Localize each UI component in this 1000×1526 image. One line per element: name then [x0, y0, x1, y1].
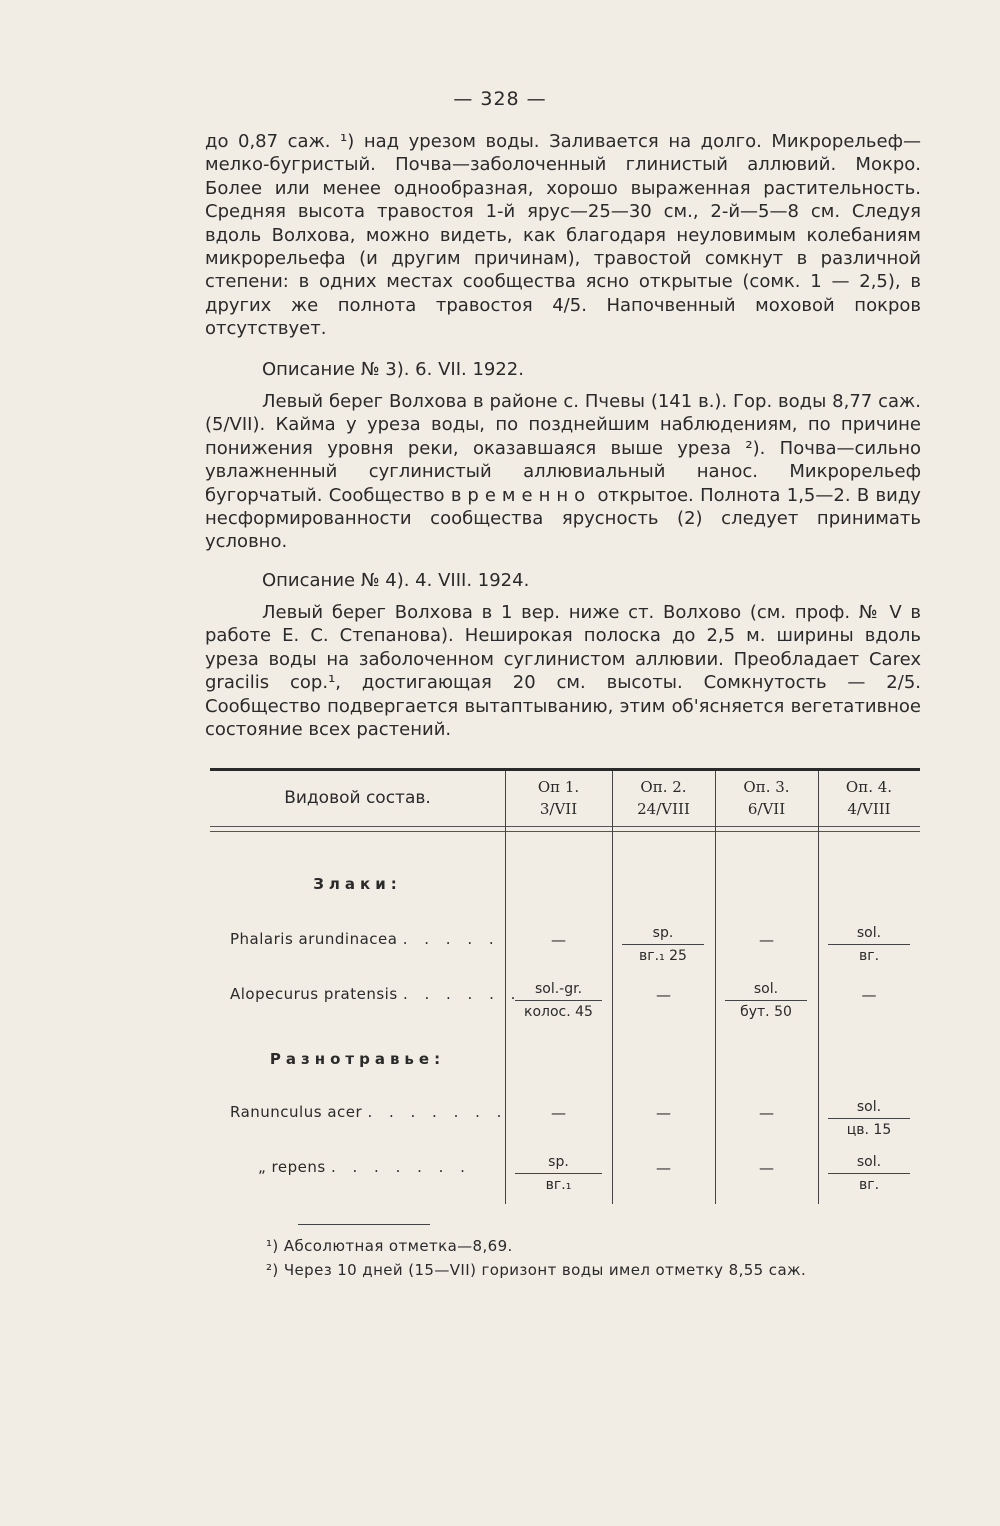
header-line: 4/VIII — [847, 800, 891, 818]
paragraph-text: до 0,87 саж. ¹) над урезом воды. Заливается на долго. Микрорельеф—мелко-бугристый. Почва—заболоченный глинистый аллювий. Мокро. Более или менее однообразная, хорошо выраженная растительность. Средняя высота травостоя 1-й ярус—25—30 см., 2-й—5—8 см. Следуя вдоль Волхова, можно видеть, как благодаря неуловимым колебаниям микрорельефа (и другим причинам), травостой сомкнут в различной степени: в одних местах сообщества ясно открытые (сомк. 1 — 2,5), в других же полнота травостоя 4/5. Напочвенный моховой покров отсутствует. — [205, 131, 921, 340]
table-cell — [515, 978, 602, 1023]
leader-dots: . . . . . — [402, 930, 500, 948]
species-name — [230, 1103, 508, 1121]
empty-cell: — — [656, 1159, 671, 1177]
table-header-rule — [210, 831, 920, 832]
empty-cell: — — [656, 1104, 671, 1122]
empty-cell: — — [656, 986, 671, 1004]
cell-state: вг.₁ 25 — [622, 944, 704, 967]
species-label: Alopecurus pratensis — [230, 985, 398, 1003]
species-label: „ repens — [258, 1158, 326, 1176]
heading-text: Описание № 3). 6. VII. 1922. — [262, 359, 524, 380]
cell-abundance: sol. — [856, 925, 882, 941]
header-line: Оп. 4. — [845, 778, 893, 796]
description-4-heading — [205, 569, 921, 592]
footnote-rule — [298, 1224, 430, 1225]
cell-state: цв. 15 — [828, 1118, 910, 1141]
header-line: Оп. 3. — [743, 778, 790, 796]
table-cell — [828, 922, 910, 967]
table-cell — [622, 922, 704, 967]
table-cell — [515, 1151, 602, 1196]
paragraph-part: открытое. Полнота 1,5—2. В виду несформированности сообщества ярусность (2) следует принимать условно. — [205, 484, 921, 553]
description-4-paragraph — [205, 601, 921, 741]
cell-state: вг.₁ — [515, 1173, 602, 1196]
cell-abundance: sp. — [548, 1154, 569, 1170]
table-cell — [725, 978, 807, 1023]
species-label: Phalaris arundinacea — [230, 930, 398, 948]
column-header — [715, 776, 818, 826]
cell-abundance: sp. — [652, 925, 674, 941]
header-line: 6/VII — [747, 800, 786, 818]
species-name — [258, 1158, 533, 1176]
cell-state: вг. — [828, 1173, 910, 1196]
footnote-2: ²) Через 10 дней (15—VII) горизонт воды имел отметку 8,55 саж. — [266, 1261, 807, 1279]
paragraph-text: Левый берег Волхова в 1 вер. ниже ст. Волхово (см. проф. № V в работе Е. С. Степанова). Неширокая полоска до 2,5 м. ширины вдоль уреза воды на заболоченном суглинистом аллювии. Преобладает Carex gracilis cop.¹, достигающая 20 см. высоты. Сомкнутость — 2/5. Сообщество подвергается вытаптыванию, этим об'ясняется вегетативное состояние всех растений. — [205, 602, 921, 741]
group-heading: Разнотравье: — [269, 1050, 446, 1068]
species-name — [230, 985, 522, 1003]
paragraph-continuation — [205, 130, 921, 341]
leader-dots: . . . . . . . — [367, 1103, 508, 1121]
empty-cell: — — [551, 931, 566, 949]
species-label: Ranunculus acer — [230, 1103, 363, 1121]
column-divider — [715, 771, 716, 1204]
page-number: — 328 — — [453, 88, 547, 110]
empty-cell: — — [551, 1104, 566, 1122]
cell-state: вг. — [828, 944, 910, 967]
cell-abundance: sol. — [856, 1154, 882, 1170]
column-header — [818, 776, 920, 826]
species-name — [230, 930, 505, 948]
description-3-heading — [205, 358, 921, 381]
footnote-1: ¹) Абсолютная отметка—8,69. — [266, 1237, 513, 1255]
empty-cell: — — [759, 931, 774, 949]
heading-text: Описание № 4). 4. VIII. 1924. — [262, 570, 530, 591]
table-header-rule — [210, 826, 920, 827]
group-heading: Злаки: — [313, 875, 402, 893]
cell-abundance: sol. — [753, 981, 779, 997]
column-header — [505, 776, 612, 826]
table-top-rule — [210, 768, 920, 771]
leader-dots: . . . . . . — [402, 985, 522, 1003]
column-header — [612, 776, 715, 826]
spaced-emphasis: временно — [450, 484, 592, 506]
empty-cell: — — [759, 1104, 774, 1122]
leader-dots: . . . . . . . — [330, 1158, 471, 1176]
cell-abundance: sol. — [856, 1099, 882, 1115]
paragraph-part: Левый берег Волхова в районе с. Пчевы (141 в.). Гор. воды 8,77 саж. (5/VII). Кайма у уреза воды, по позднейшим наблюдениям, по причине понижения уровня реки, оказавшаяся выше уреза ²). Почва—сильно увлажненный суглинистый аллювиальный нанос. Микрорельеф бугорчатый. Сообщество — [205, 391, 921, 506]
empty-cell: — — [759, 1159, 774, 1177]
header-line: Оп 1. — [537, 778, 580, 796]
cell-abundance: sol.-gr. — [534, 981, 583, 997]
table-cell — [828, 1096, 910, 1141]
header-line: 3/VII — [539, 800, 578, 818]
table-cell — [828, 1151, 910, 1196]
description-3-paragraph — [205, 390, 921, 554]
empty-cell: — — [861, 986, 877, 1004]
species-table — [210, 768, 920, 1204]
cell-state: бут. 50 — [725, 1000, 807, 1023]
species-column-header: Видовой состав. — [284, 788, 431, 808]
header-line: Оп. 2. — [640, 778, 687, 796]
cell-state: колос. 45 — [515, 1000, 602, 1023]
header-line: 24/VIII — [637, 800, 690, 818]
paragraph-text — [205, 390, 921, 554]
